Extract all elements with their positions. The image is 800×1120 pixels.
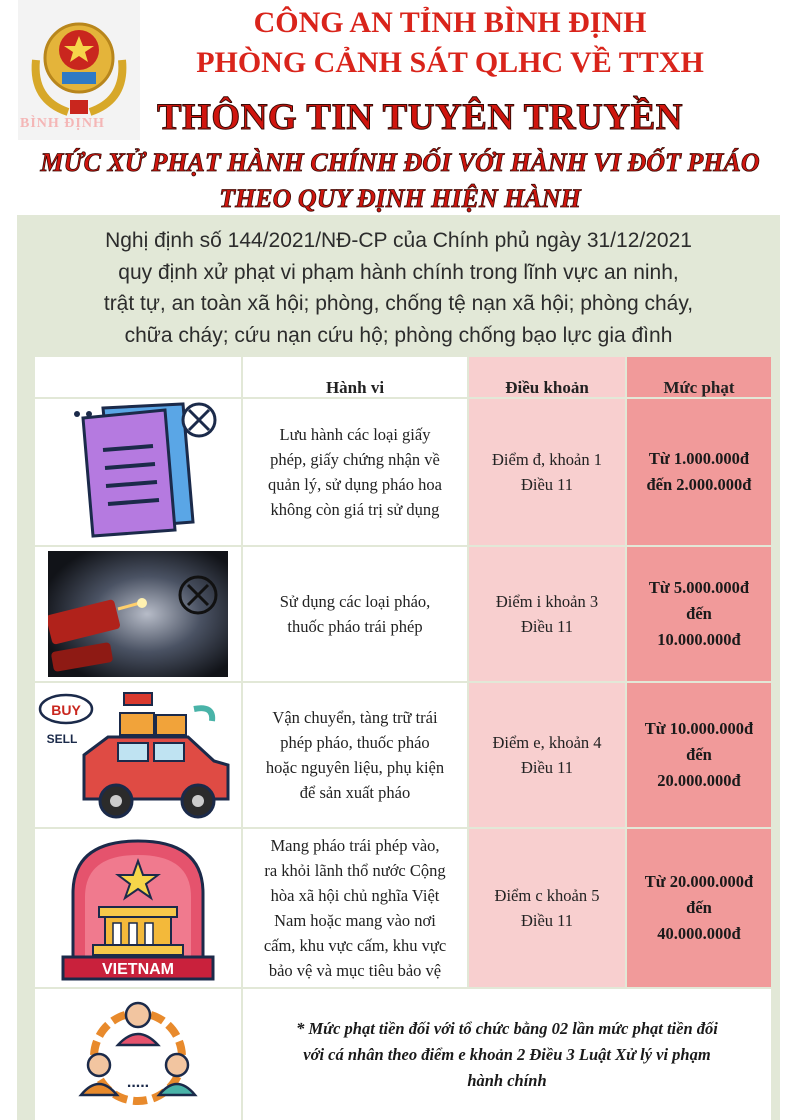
row2-illustration xyxy=(35,547,241,681)
article-line: Điểm e, khoản 4 xyxy=(492,733,602,752)
fine-line: Từ 1.000.000đ xyxy=(648,449,750,468)
article-line: Điều 11 xyxy=(520,617,574,636)
row3-fine xyxy=(627,683,771,827)
behavior-line: bảo vệ và mục tiêu bảo vệ xyxy=(268,961,442,980)
row1-article xyxy=(469,399,625,545)
page-title: THÔNG TIN TUYÊN TRUYỀN xyxy=(156,97,684,138)
organization-fine-note xyxy=(243,989,771,1120)
decree-text xyxy=(37,225,760,351)
article-line: Điểm đ, khoản 1 xyxy=(492,450,602,469)
organization-people-icon xyxy=(63,995,213,1115)
note-dots: ..... xyxy=(126,1073,150,1091)
behavior-line: Lưu hành các loại giấy xyxy=(279,425,431,444)
row4-illustration xyxy=(35,829,241,987)
penalty-table xyxy=(35,357,771,1120)
fine-line: đến xyxy=(686,898,712,917)
behavior-line: hoặc nguyên liệu, phụ kiện xyxy=(265,758,445,777)
row3-article xyxy=(469,683,625,827)
vietnam-mausoleum-icon xyxy=(43,833,233,983)
behavior-line: thuốc pháo trái phép xyxy=(287,617,423,636)
note-line: * Mức phạt tiền đối với tổ chức bằng 02 lần mức phạt tiền đối xyxy=(296,1018,718,1038)
row3-behavior xyxy=(243,683,467,827)
behavior-line: hòa xã hội chủ nghĩa Việt xyxy=(270,886,440,905)
header-behavior: Hành vi xyxy=(243,357,467,397)
behavior-line: Mang pháo trái phép vào, xyxy=(270,836,440,855)
behavior-line: Sử dụng các loại pháo, xyxy=(279,592,431,611)
decree-line: chữa cháy; cứu nạn cứu hộ; phòng chống bạo lực gia đình xyxy=(124,323,673,347)
fine-line: đến xyxy=(686,745,712,764)
row4-behavior xyxy=(243,829,467,987)
behavior-line: quản lý, sử dụng pháo hoa xyxy=(268,475,442,494)
note-line: hành chính xyxy=(467,1070,547,1090)
row3-illustration xyxy=(35,683,241,827)
row1-fine xyxy=(627,399,771,545)
document-icon xyxy=(43,402,233,542)
article-line: Điều 11 xyxy=(520,911,574,930)
behavior-line: cấm, khu vực cấm, khu vực xyxy=(263,936,447,955)
row5-illustration xyxy=(35,989,241,1120)
behavior-line: Nam hoặc mang vào nơi xyxy=(274,911,436,930)
fine-line: Từ 10.000.000đ xyxy=(644,719,754,738)
subtitle-line1: MỨC XỬ PHẠT HÀNH CHÍNH ĐỐI VỚI HÀNH VI ĐỐT PHÁO xyxy=(40,148,760,177)
fine-line: đến 2.000.000đ xyxy=(646,475,752,494)
row2-article xyxy=(469,547,625,681)
fine-line: Từ 5.000.000đ xyxy=(648,578,750,597)
row2-behavior xyxy=(243,547,467,681)
row4-fine xyxy=(627,829,771,987)
article-line: Điều 11 xyxy=(520,758,574,777)
header-fine: Mức phạt xyxy=(627,357,771,397)
article-line: Điểm c khoản 5 xyxy=(494,886,600,905)
header-image-cell xyxy=(35,357,241,397)
org-name-line1: CÔNG AN TỈNH BÌNH ĐỊNH xyxy=(253,6,647,39)
behavior-line: Vận chuyển, tàng trữ trái xyxy=(272,708,438,727)
decree-line: quy định xử phạt vi phạm hành chính trong lĩnh vực an ninh, xyxy=(118,260,679,284)
behavior-line: để sản xuất pháo xyxy=(299,783,411,802)
behavior-line: ra khỏi lãnh thổ nước Cộng xyxy=(264,861,446,880)
logo-caption: BÌNH ĐỊNH xyxy=(20,116,105,131)
row4-article xyxy=(469,829,625,987)
header-article: Điều khoản xyxy=(469,357,625,397)
article-line: Điểm i khoản 3 xyxy=(495,592,599,611)
subtitle-line2: THEO QUY ĐỊNH HIỆN HÀNH xyxy=(219,184,581,213)
header xyxy=(0,0,800,215)
behavior-line: không còn giá trị sử dụng xyxy=(270,500,440,519)
car-transport-icon xyxy=(38,685,238,825)
fine-line: 10.000.000đ xyxy=(657,630,741,649)
fine-line: 20.000.000đ xyxy=(657,771,741,790)
fine-line: Từ 20.000.000đ xyxy=(644,872,754,891)
decree-line: Nghị định số 144/2021/NĐ-CP của Chính phủ ngày 31/12/2021 xyxy=(105,229,692,252)
article-line: Điều 11 xyxy=(520,475,574,494)
behavior-line: phép, giấy chứng nhận về xyxy=(270,450,440,469)
row2-fine xyxy=(627,547,771,681)
note-line: với cá nhân theo điểm e khoản 2 Điều 3 Luật Xử lý vi phạm xyxy=(303,1044,711,1064)
vietnam-label: VIETNAM xyxy=(102,961,174,978)
decree-line: trật tự, an toàn xã hội; phòng, chống tệ nạn xã hội; phòng cháy, xyxy=(103,292,694,315)
fine-line: 40.000.000đ xyxy=(657,924,741,943)
row1-behavior xyxy=(243,399,467,545)
content-panel xyxy=(17,215,780,1120)
sell-label: SELL xyxy=(46,732,78,746)
buy-label: BUY xyxy=(51,702,81,718)
firecracker-photo-icon xyxy=(48,551,228,677)
behavior-line: phép pháo, thuốc pháo xyxy=(280,733,430,752)
org-name-line2: PHÒNG CẢNH SÁT QLHC VỀ TTXH xyxy=(196,46,704,79)
fine-line: đến xyxy=(686,604,712,623)
row1-illustration xyxy=(35,399,241,545)
